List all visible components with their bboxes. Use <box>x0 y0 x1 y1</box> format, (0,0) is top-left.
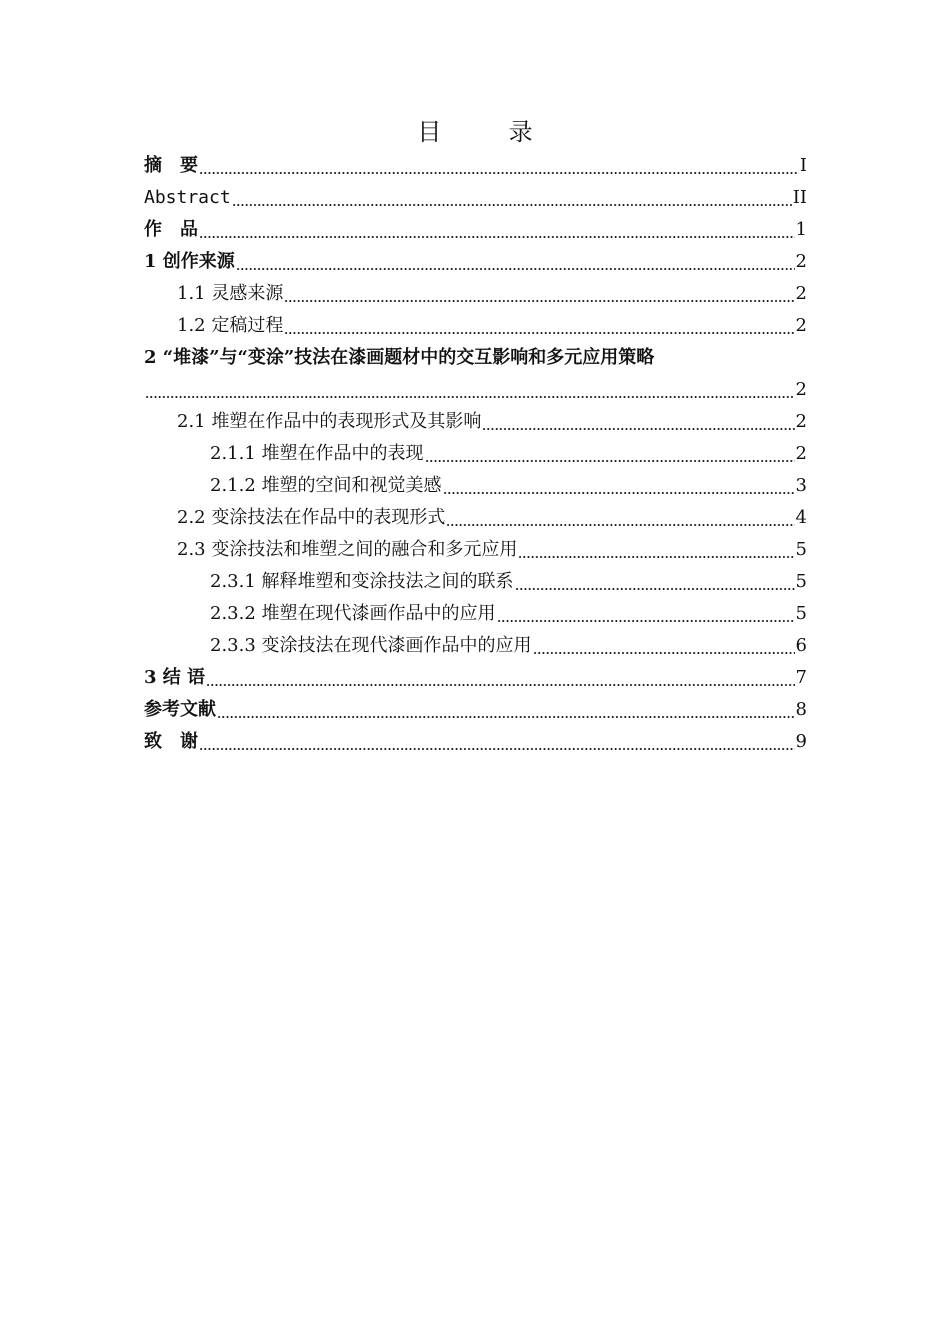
toc-entry-section-2-1[interactable] <box>144 404 807 436</box>
toc-entry-page: 2 <box>795 315 807 336</box>
toc-entry-page: 2 <box>795 251 807 272</box>
toc-leader-dots <box>199 748 795 750</box>
toc-entry-page: 2 <box>795 379 807 400</box>
toc-leader-dots <box>236 268 795 270</box>
toc-entry-label: 2.1 堆塑在作品中的表现形式及其影响 <box>177 411 482 432</box>
toc-leader-dots <box>217 716 795 718</box>
toc-entry-abstract-en[interactable] <box>144 180 807 212</box>
toc-entry-page: 1 <box>795 219 807 240</box>
toc-entry-page: 8 <box>795 699 807 720</box>
toc-entry-acknowledgements[interactable] <box>144 724 807 756</box>
toc-entry-page: 2 <box>795 283 807 304</box>
toc-entry-label: 2 “堆漆”与“变涂”技法在漆画题材中的交互影响和多元应用策略 <box>144 347 655 368</box>
toc-entry-label: 2.1.2 堆塑的空间和视觉美感 <box>210 475 442 496</box>
toc-leader-dots <box>425 460 795 462</box>
toc-entry-label: 参考文献 <box>144 699 216 720</box>
toc-list <box>144 148 807 756</box>
toc-entry-section-2-3-2[interactable] <box>144 596 807 628</box>
toc-entry-page: 5 <box>795 603 807 624</box>
toc-entry-section-2-1-1[interactable] <box>144 436 807 468</box>
toc-leader-dots <box>533 652 795 654</box>
toc-entry-label: 2.3.2 堆塑在现代漆画作品中的应用 <box>210 603 496 624</box>
toc-entry-page: II <box>792 187 807 208</box>
toc-entry-section-2-3-1[interactable] <box>144 564 807 596</box>
toc-title: 目 录 <box>417 118 555 146</box>
toc-entry-section-2-1-2[interactable] <box>144 468 807 500</box>
toc-entry-section-2-3[interactable] <box>144 532 807 564</box>
toc-entry-label: 2.3 变涂技法和堆塑之间的融合和多元应用 <box>177 539 518 560</box>
toc-entry-label: 1.1 灵感来源 <box>177 283 284 304</box>
toc-entry-section-1-1[interactable] <box>144 276 807 308</box>
toc-entry-section-2-2[interactable] <box>144 500 807 532</box>
toc-entry-page: 2 <box>795 411 807 432</box>
toc-entry-page: 5 <box>795 539 807 560</box>
toc-leader-dots <box>518 556 794 558</box>
toc-leader-dots <box>145 396 795 398</box>
toc-entry-references[interactable] <box>144 692 807 724</box>
toc-entry-label: 作 品 <box>144 219 198 240</box>
toc-entry-label: 2.3.1 解释堆塑和变涂技法之间的联系 <box>210 571 514 592</box>
toc-leader-dots <box>199 172 799 174</box>
toc-entry-page: 9 <box>795 731 807 752</box>
toc-leader-dots <box>446 524 794 526</box>
toc-entry-label: 1.2 定稿过程 <box>177 315 284 336</box>
toc-entry-chapter-2[interactable] <box>144 340 807 372</box>
toc-entry-works[interactable] <box>144 212 807 244</box>
toc-leader-dots <box>515 588 795 590</box>
toc-leader-dots <box>482 428 794 430</box>
toc-entry-section-1-2[interactable] <box>144 308 807 340</box>
toc-entry-label: 2.2 变涂技法在作品中的表现形式 <box>177 507 446 528</box>
toc-leader-dots <box>284 300 794 302</box>
toc-entry-label: 2.3.3 变涂技法在现代漆画作品中的应用 <box>210 635 532 656</box>
toc-entry-page: 2 <box>795 443 807 464</box>
toc-entry-label: 1 创作来源 <box>144 251 235 272</box>
toc-leader-dots <box>206 684 794 686</box>
toc-leader-dots <box>232 204 792 206</box>
toc-entry-page: 7 <box>795 667 807 688</box>
toc-leader-dots <box>497 620 795 622</box>
toc-entry-section-2-3-3[interactable] <box>144 628 807 660</box>
toc-entry-label: 3 结 语 <box>144 667 206 688</box>
toc-leader-dots <box>443 492 795 494</box>
toc-entry-page: 5 <box>795 571 807 592</box>
toc-entry-page: 3 <box>795 475 807 496</box>
toc-entry-chapter-3[interactable] <box>144 660 807 692</box>
toc-entry-label: 摘 要 <box>144 155 198 176</box>
toc-entry-label: Abstract <box>144 187 231 208</box>
toc-entry-label: 2.1.1 堆塑在作品中的表现 <box>210 443 424 464</box>
toc-entry-page: 6 <box>795 635 807 656</box>
toc-entry-page: I <box>799 155 807 176</box>
toc-leader-dots <box>284 332 794 334</box>
toc-entry-abstract-cn[interactable] <box>144 148 807 180</box>
toc-entry-label: 致 谢 <box>144 731 198 752</box>
toc-leader-dots <box>199 236 795 238</box>
toc-entry-page: 4 <box>795 507 807 528</box>
toc-entry-chapter-1[interactable] <box>144 244 807 276</box>
toc-entry-chapter-2-leader[interactable] <box>144 372 807 404</box>
